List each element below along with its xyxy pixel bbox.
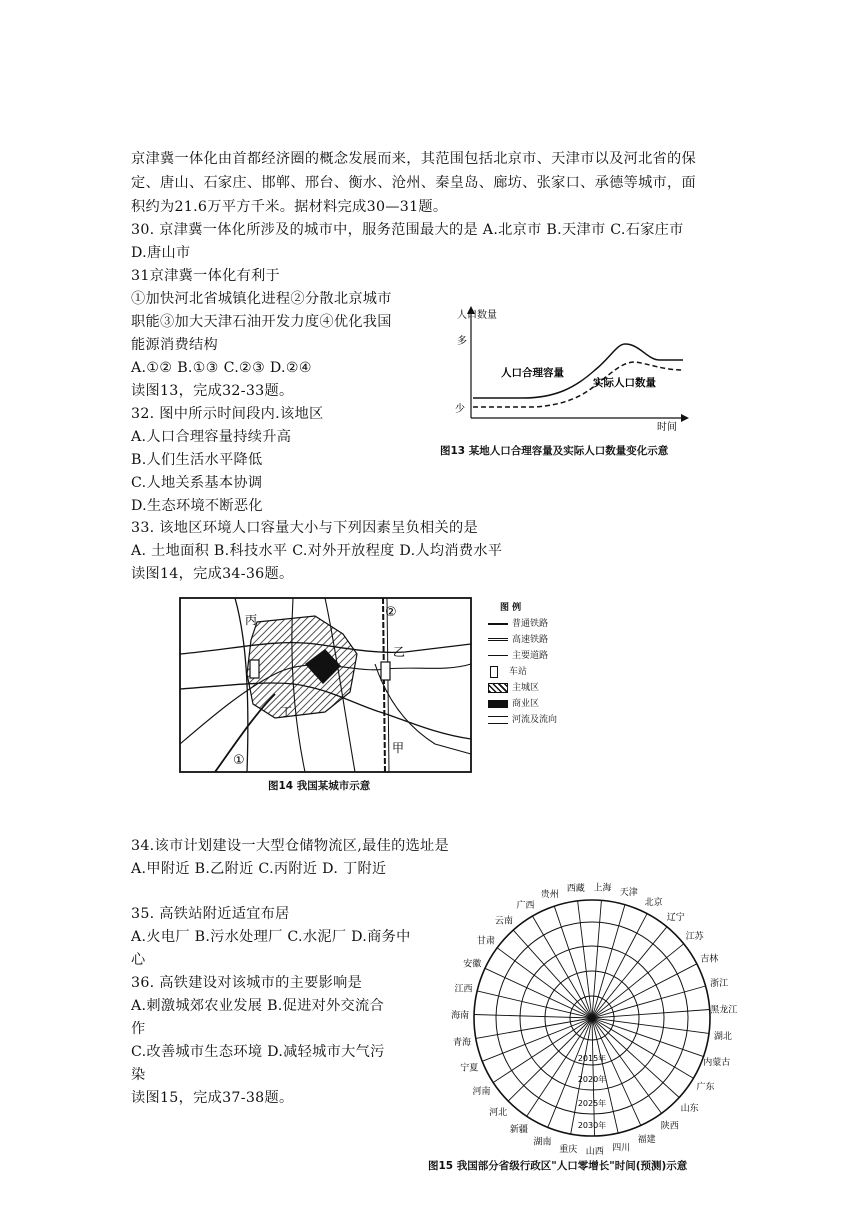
q32-option-d: D.生态环境不断恶化 <box>131 498 263 514</box>
fig15-province-label: 河北 <box>489 1108 508 1118</box>
q36-line-3: C.改善城市生态环境 D.减轻城市大气污 <box>131 1044 385 1060</box>
fig15-province-label: 广西 <box>516 901 535 911</box>
fig15-province-label: 四川 <box>612 1143 631 1154</box>
read-fig14: 读图14，完成34-36题。 <box>131 566 294 582</box>
fig15-province-label: 甘肃 <box>476 936 495 947</box>
fig14-label-ding: 丁 <box>280 705 293 719</box>
fig14-legend-item-rail: 普通铁路 <box>488 616 578 632</box>
q33-options: A. 土地面积 B.科技水平 C.对外开放程度 D.人均消费水平 <box>131 543 503 559</box>
q31-line-2: 职能③加大天津石油开发力度④优化我国 <box>131 314 392 330</box>
fig15-province-label: 江苏 <box>685 932 704 942</box>
fig15-province-label: 安徽 <box>463 959 482 970</box>
q33-stem: 33. 该地区环境人口容量大小与下列因素呈负相关的是 <box>131 520 478 536</box>
fig15-ring-label: 2030年 <box>577 1121 607 1130</box>
fig15-province-label: 广东 <box>696 1082 715 1093</box>
fig13-series2-label: 实际人口数量 <box>593 377 656 389</box>
fig14-station-east <box>381 662 390 680</box>
fig15-spoke <box>592 914 647 1018</box>
read-fig13: 读图13，完成32-33题。 <box>131 383 294 399</box>
fig14-legend-title: 图 例 <box>500 603 522 613</box>
q36-line-4: 染 <box>131 1067 146 1083</box>
fig13-low-label: 少 <box>455 404 465 415</box>
q31-line-3: 能源消费结构 <box>131 337 218 353</box>
fig14-label-yi: 乙 <box>393 645 406 659</box>
q32-option-b: B.人们生活水平降低 <box>131 452 263 468</box>
q32-option-c: C.人地关系基本协调 <box>131 475 263 491</box>
fig15-spoke <box>474 1015 592 1019</box>
fig15-spoke <box>497 948 592 1018</box>
fig13-high-label: 多 <box>457 336 467 347</box>
figure-13-chart <box>435 300 695 433</box>
fig15-province-label: 山东 <box>680 1103 699 1114</box>
fig15-province-label: 湖北 <box>713 1032 732 1043</box>
q35-line-1: A.火电厂 B.污水处理厂 C.水泥厂 D.商务中 <box>131 929 411 945</box>
q31-options: A.①② B.①③ C.②③ D.②④ <box>131 360 312 376</box>
fig15-province-label: 天津 <box>619 888 638 899</box>
fig15-caption: 图15 我国部分省级行政区"人口零增长"时间(预测)示意 <box>428 1160 688 1172</box>
fig15-spoke <box>592 986 706 1018</box>
fig15-province-label: 内蒙古 <box>703 1058 731 1069</box>
fig14-caption: 图14 我国某城市示意 <box>268 780 371 792</box>
fig15-province-label: 福建 <box>637 1135 656 1146</box>
fig15-province-label: 新疆 <box>509 1124 528 1135</box>
q36-stem: 36. 高铁建设对该城市的主要影响是 <box>131 975 363 991</box>
intro-line-1: 京津冀一体化由首都经济圈的概念发展而来，其范围包括北京市、天津市以及河北省的保 <box>131 151 697 167</box>
fig15-province-label: 湖南 <box>533 1137 552 1148</box>
fig15-ring-label: 2020年 <box>577 1075 607 1084</box>
fig15-province-label: 宁夏 <box>460 1063 479 1074</box>
fig15-province-label: 重庆 <box>559 1144 578 1155</box>
fig15-province-label: 海南 <box>451 1011 470 1022</box>
fig15-province-label: 江西 <box>454 984 473 995</box>
q31-line-1: ①加快河北省城镇化进程②分散北京城市 <box>131 291 392 307</box>
fig15-province-label: 北京 <box>644 898 663 909</box>
fig15-spoke <box>592 964 697 1018</box>
fig14-legend-item-hsr: 高速铁路 <box>488 632 578 648</box>
fig15-province-label: 西藏 <box>566 884 585 894</box>
q34-stem: 34.该市计划建设一大型仓储物流区,最佳的选址是 <box>131 838 450 854</box>
fig15-province-label: 上海 <box>593 883 612 894</box>
fig15-spoke <box>493 1018 592 1083</box>
intro-line-3: 积约为21.6万平方千米。据材料完成30—31题。 <box>131 199 448 215</box>
fig14-label-jia: 甲 <box>392 741 405 755</box>
fig15-spoke <box>485 968 592 1018</box>
fig14-label-circle2: ② <box>385 605 397 620</box>
fig15-province-label: 青海 <box>452 1037 472 1048</box>
fig13-ylabel: 人口数量 <box>457 310 497 321</box>
q35-line-2: 心 <box>131 952 146 968</box>
fig15-province-label: 浙江 <box>710 979 729 990</box>
fig13-caption: 图13 某地人口合理容量及实际人口数量变化示意 <box>440 445 669 457</box>
fig14-station-west <box>250 660 259 678</box>
fig15-spoke <box>592 1010 710 1019</box>
fig14-label-bing: 丙 <box>245 613 258 627</box>
fig15-ring-label: 2025年 <box>577 1099 607 1108</box>
fig15-province-label: 黑龙江 <box>710 1005 738 1016</box>
fig15-province-label: 河南 <box>472 1087 491 1098</box>
fig15-spoke <box>554 906 592 1018</box>
fig15-province-label: 贵州 <box>540 889 559 900</box>
read-fig15: 读图15，完成37-38题。 <box>131 1090 294 1106</box>
fig14-legend-item-main: 主城区 <box>488 680 578 696</box>
fig15-spoke <box>578 901 592 1018</box>
q35-stem: 35. 高铁站附近适宜布居 <box>131 906 290 922</box>
fig14-legend-item-road: 主要道路 <box>488 648 578 664</box>
fig13-xlabel: 时间 <box>657 422 677 433</box>
fig15-province-label: 辽宁 <box>666 913 685 923</box>
fig15-province-label: 陕西 <box>660 1121 679 1132</box>
intro-line-2: 定、唐山、石家庄、邯郸、邢台、衡水、沧州、秦皇岛、廊坊、张家口、承德等城市，面 <box>131 175 697 191</box>
fig15-spoke <box>513 930 592 1018</box>
fig15-province-label: 吉林 <box>700 954 719 965</box>
q30-line-2: D.唐山市 <box>131 245 191 261</box>
q36-line-2: 作 <box>131 1021 146 1037</box>
fig15-province-label: 云南 <box>494 916 513 927</box>
q34-options: A.甲附近 B.乙附近 C.丙附近 D. 丁附近 <box>131 861 387 877</box>
q30-line-1: 30. 京津冀一体化所涉及的城市中，服务范围最大的是 A.北京市 B.天津市 C.石家庄市 <box>131 222 684 238</box>
fig14-label-circle1: ① <box>233 753 245 768</box>
fig13-series1-label: 人口合理容量 <box>501 367 564 379</box>
q31-stem: 31京津冀一体化有利于 <box>131 268 281 284</box>
fig15-province-label: 山西 <box>585 1147 604 1157</box>
fig14-legend-item-business: 商业区 <box>488 696 578 712</box>
fig14-legend-item-river: 河流及流向 <box>488 712 578 728</box>
fig15-spoke <box>592 1018 641 1125</box>
figure-15-radial-chart <box>451 883 747 1157</box>
fig15-ring-label: 2015年 <box>577 1054 607 1063</box>
q36-line-1: A.刺激城郊农业发展 B.促进对外交流合 <box>131 998 385 1014</box>
fig14-legend-item-station: 车站 <box>488 664 578 680</box>
q32-stem: 32. 图中所示时间段内.该地区 <box>131 406 324 422</box>
fig14-legend <box>488 600 578 728</box>
figure-14-map <box>175 594 480 776</box>
q32-option-a: A.人口合理容量持续升高 <box>131 429 292 445</box>
